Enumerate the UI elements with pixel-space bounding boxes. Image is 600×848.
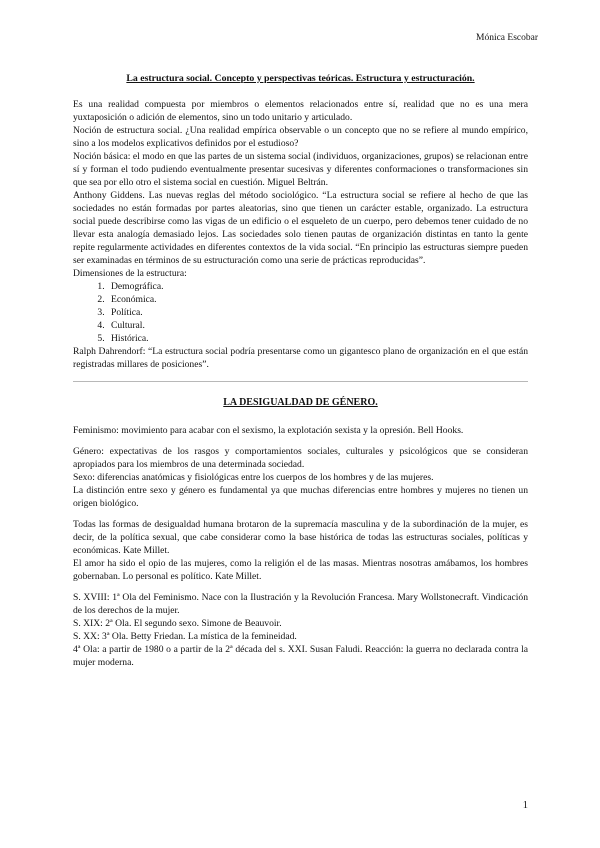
- list-item: 3. Política.: [107, 306, 528, 319]
- dimensions-label: Dimensiones de la estructura:: [73, 268, 187, 279]
- feminism-wave-1: S. XVIII: 1ª Ola del Feminismo. Nace con la Ilustración y la Revolución Francesa. Mary Wollstonecraft. Vindicación de los derechos de la mujer.: [73, 592, 528, 616]
- list-item: 2. Económica.: [107, 293, 528, 306]
- paragraph: Anthony Giddens. Las nuevas reglas del método sociológico. “La estructura social se refiere al hecho de que las sociedades no están formadas por partes aleatorias, sino que tienen un carácter estable, organizado. La estructura social puede describirse como las vigas de un edificio o el esqueleto de un cuerpo, pero debemos tener cuidado de no llevar esta analogía demasiado lejos. Las sociedades solo tienen pautas de organización distintas en tanto la gente repite regularmente actividades en diferentes contextos de la vida social. “En principio las estructuras siempre pueden ser examinadas en términos de su estructuración como una serie de prácticas reproducidas”.: [73, 190, 528, 266]
- paragraph: Es una realidad compuesta por miembros o elementos relacionados entre sí, realidad que no es una mera yuxtaposición o adición de elementos, sino un todo unitario y articulado.: [73, 99, 528, 123]
- list-item: 4. Cultural.: [107, 319, 528, 332]
- dimensions-list: [73, 280, 528, 345]
- feminism-wave-2: S. XIX: 2ª Ola. El segundo sexo. Simone de Beauvoir.: [73, 618, 282, 629]
- author-header: Mónica Escobar: [476, 33, 538, 43]
- document-body: [73, 72, 528, 669]
- paragraph: La distinción entre sexo y género es fundamental ya que muchas diferencias entre hombres y mujeres no tienen un origen biológico.: [73, 485, 528, 509]
- paragraph: El amor ha sido el opio de las mujeres, como la religión el de las masas. Mientras nosotras amábamos, los hombres gobernaban. Lo personal es político. Kate Millet.: [73, 558, 528, 582]
- section-title-estructura-social: La estructura social. Concepto y perspectivas teóricas. Estructura y estructuración.: [126, 73, 475, 84]
- page-number: 1: [522, 800, 528, 811]
- list-item: 1. Demográfica.: [107, 280, 528, 293]
- section-title-desigualdad-genero: LA DESIGUALDAD DE GÉNERO.: [223, 397, 378, 408]
- paragraph: Todas las formas de desigualdad humana brotaron de la supremacía masculina y de la subordinación de la mujer, es decir, de la política sexual, que cabe considerar como la base histórica de todas las estructuras sociales, políticas y económicas. Kate Millet.: [73, 519, 528, 556]
- paragraph: Noción básica: el modo en que las partes de un sistema social (individuos, organizaciones, grupos) se relacionan entre sí y forman el todo pudiendo eventualmente presentar sucesivas y diferentes conformaciones o transformaciones sin que sea por ello otro el sistema social en cuestión. Miguel Beltrán.: [73, 151, 528, 188]
- paragraph: Feminismo: movimiento para acabar con el sexismo, la explotación sexista y la opresión. Bell Hooks.: [73, 425, 464, 436]
- feminism-wave-3: S. XX: 3ª Ola. Betty Friedan. La mística de la femineidad.: [73, 631, 297, 642]
- feminism-wave-4: 4ª Ola: a partir de 1980 o a partir de la 2ª década del s. XXI. Susan Faludi. Reacción: la guerra no declarada contra la mujer moderna.: [73, 644, 528, 668]
- paragraph: Noción de estructura social. ¿Una realidad empírica observable o un concepto que no se refiere al mundo empírico, sino a los modelos explicativos definidos por el estudioso?: [73, 125, 528, 149]
- paragraph: Sexo: diferencias anatómicas y fisiológicas entre los cuerpos de los hombres y de las mujeres.: [73, 472, 434, 483]
- paragraph: Género: expectativas de los rasgos y comportamientos sociales, culturales y psicológicos que se consideran apropiados para los miembros de una determinada sociedad.: [73, 446, 528, 470]
- horizontal-divider: [73, 381, 528, 382]
- list-item: 5. Histórica.: [107, 332, 528, 345]
- paragraph: Ralph Dahrendorf: “La estructura social podría presentarse como un gigantesco plano de organización en el que están registradas millares de posiciones”.: [73, 346, 528, 370]
